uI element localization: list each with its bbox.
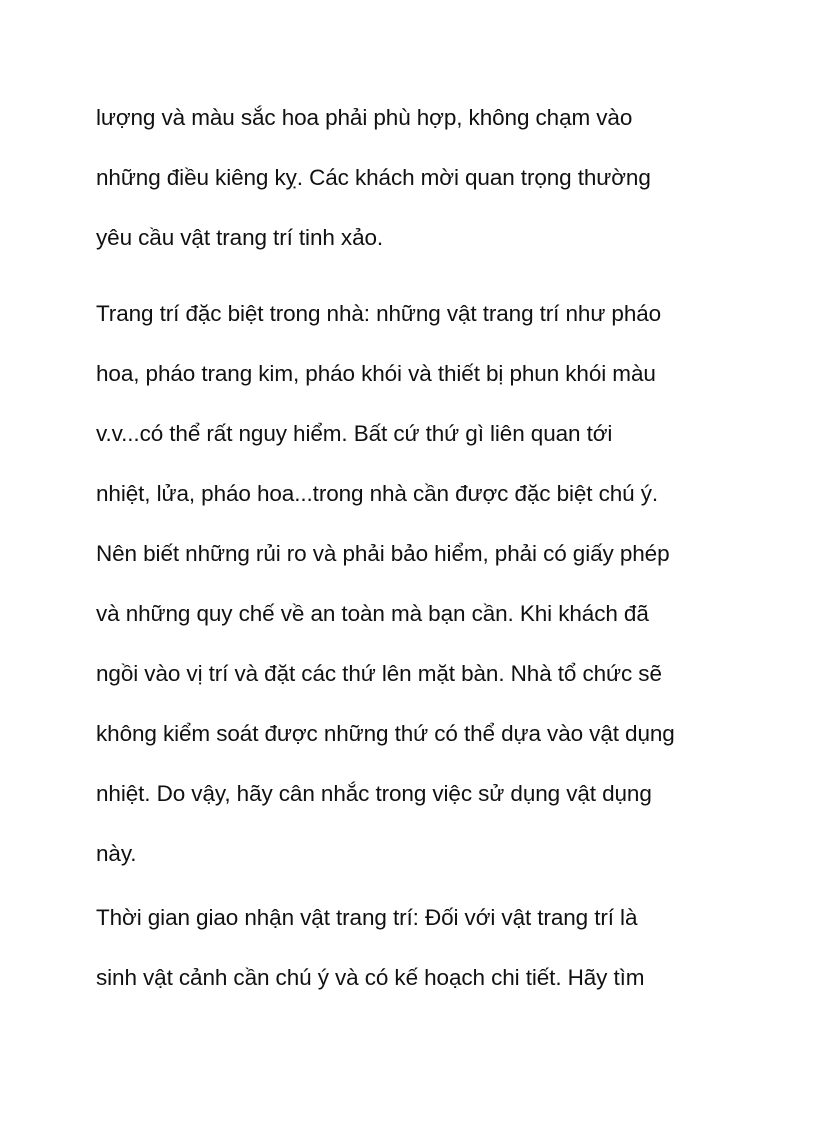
text-line: ngồi vào vị trí và đặt các thứ lên mặt bàn. Nhà tổ chức sẽ (96, 661, 662, 686)
text-line: yêu cầu vật trang trí tinh xảo. (96, 225, 384, 250)
text-line: những điều kiêng kỵ. Các khách mời quan trọng thường (96, 165, 651, 190)
text-line: không kiểm soát được những thứ có thể dựa vào vật dụng (96, 721, 675, 746)
text-line: nhiệt. Do vậy, hãy cân nhắc trong việc sử dụng vật dụng (96, 781, 652, 806)
text-line: nhiệt, lửa, pháo hoa...trong nhà cần được đặc biệt chú ý. (96, 481, 659, 506)
text-line: Thời gian giao nhận vật trang trí: Đối với vật trang trí là (96, 905, 638, 930)
text-line: lượng và màu sắc hoa phải phù hợp, không chạm vào (96, 105, 633, 130)
paragraph-indoor-special-decoration (96, 299, 736, 899)
paragraph-delivery-time (96, 903, 736, 1023)
paragraph-flower-decoration (96, 103, 736, 283)
text-line: Trang trí đặc biệt trong nhà: những vật trang trí như pháo (96, 301, 662, 326)
text-line: và những quy chế về an toàn mà bạn cần. Khi khách đã (96, 601, 649, 626)
text-line: này. (96, 841, 137, 866)
text-line: Nên biết những rủi ro và phải bảo hiểm, phải có giấy phép (96, 541, 670, 566)
text-line: sinh vật cảnh cần chú ý và có kế hoạch chi tiết. Hãy tìm (96, 965, 645, 990)
text-line: hoa, pháo trang kim, pháo khói và thiết bị phun khói màu (96, 361, 656, 386)
text-line: v.v...có thể rất nguy hiểm. Bất cứ thứ gì liên quan tới (96, 421, 613, 446)
